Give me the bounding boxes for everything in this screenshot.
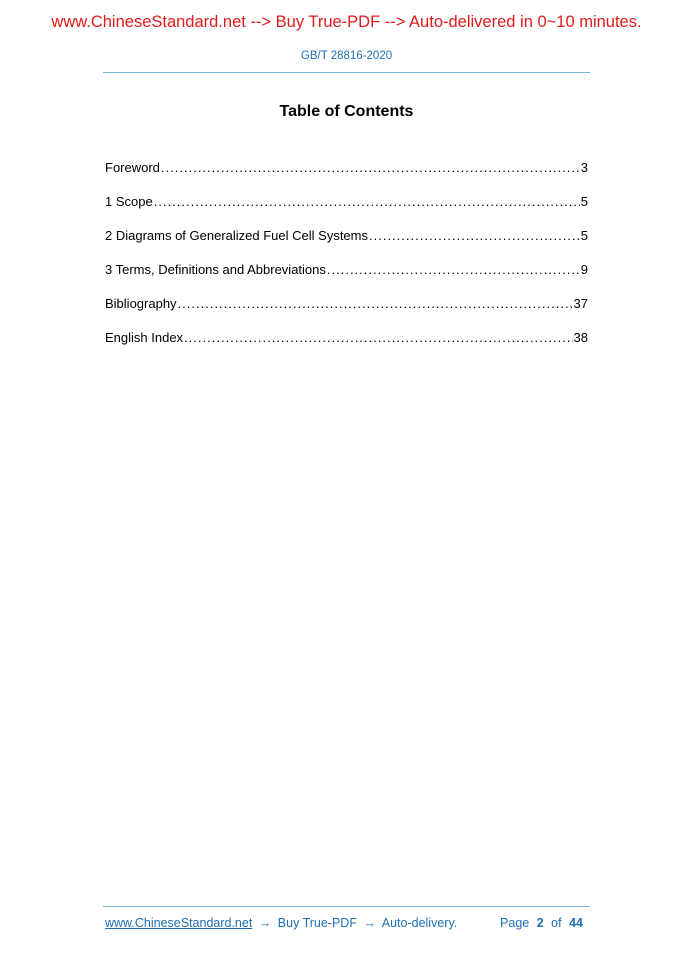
toc-dot-leader [154, 194, 580, 209]
footer-divider [103, 906, 590, 907]
toc-entry-label: 2 Diagrams of Generalized Fuel Cell Systems [105, 228, 368, 243]
toc-entry-label: English Index [105, 330, 184, 345]
footer-website-link[interactable]: www.ChineseStandard.net [105, 916, 253, 930]
toc-entry-page: 5 [580, 194, 588, 209]
footer-buy-text: Buy True-PDF [277, 916, 357, 930]
toc-entry-label: Bibliography [105, 296, 177, 311]
toc-entry-label: 3 Terms, Definitions and Abbreviations [105, 262, 326, 277]
right-arrow-icon: → [258, 916, 272, 930]
toc-title: Table of Contents [279, 103, 414, 120]
toc-entry-foreword[interactable] [105, 160, 588, 194]
header-divider [103, 72, 590, 73]
page-indicator [500, 916, 583, 930]
document-code: GB/T 28816-2020 [300, 50, 393, 62]
toc-entry-page: 5 [580, 228, 588, 243]
of-label: of [551, 916, 562, 930]
table-of-contents [105, 160, 588, 364]
footer-delivery-text: Auto-delivery. [381, 916, 458, 930]
page-label: Page [500, 916, 530, 930]
toc-entry-page: 37 [573, 296, 588, 311]
toc-dot-leader [178, 296, 573, 311]
toc-entry-page: 38 [573, 330, 588, 345]
page-total: 44 [569, 916, 583, 930]
toc-entry-bibliography[interactable] [105, 296, 588, 330]
toc-entry-page: 9 [580, 262, 588, 277]
toc-dot-leader [161, 160, 580, 175]
toc-entry-scope[interactable] [105, 194, 588, 228]
toc-entry-label: Foreword [105, 160, 160, 175]
toc-dot-leader [369, 228, 580, 243]
toc-entry-terms[interactable] [105, 262, 588, 296]
right-arrow-icon: → [363, 916, 376, 930]
toc-dot-leader [184, 330, 572, 345]
toc-entry-label: 1 Scope [105, 194, 153, 209]
toc-entry-english-index[interactable] [105, 330, 588, 364]
toc-dot-leader [327, 262, 580, 277]
toc-entry-page: 3 [580, 160, 588, 175]
page-current: 2 [536, 916, 544, 930]
promo-banner[interactable]: www.ChineseStandard.net --> Buy True-PDF --> Auto-delivered in 0~10 minutes. [51, 13, 642, 31]
toc-entry-diagrams[interactable] [105, 228, 588, 262]
footer-promo [105, 916, 457, 930]
